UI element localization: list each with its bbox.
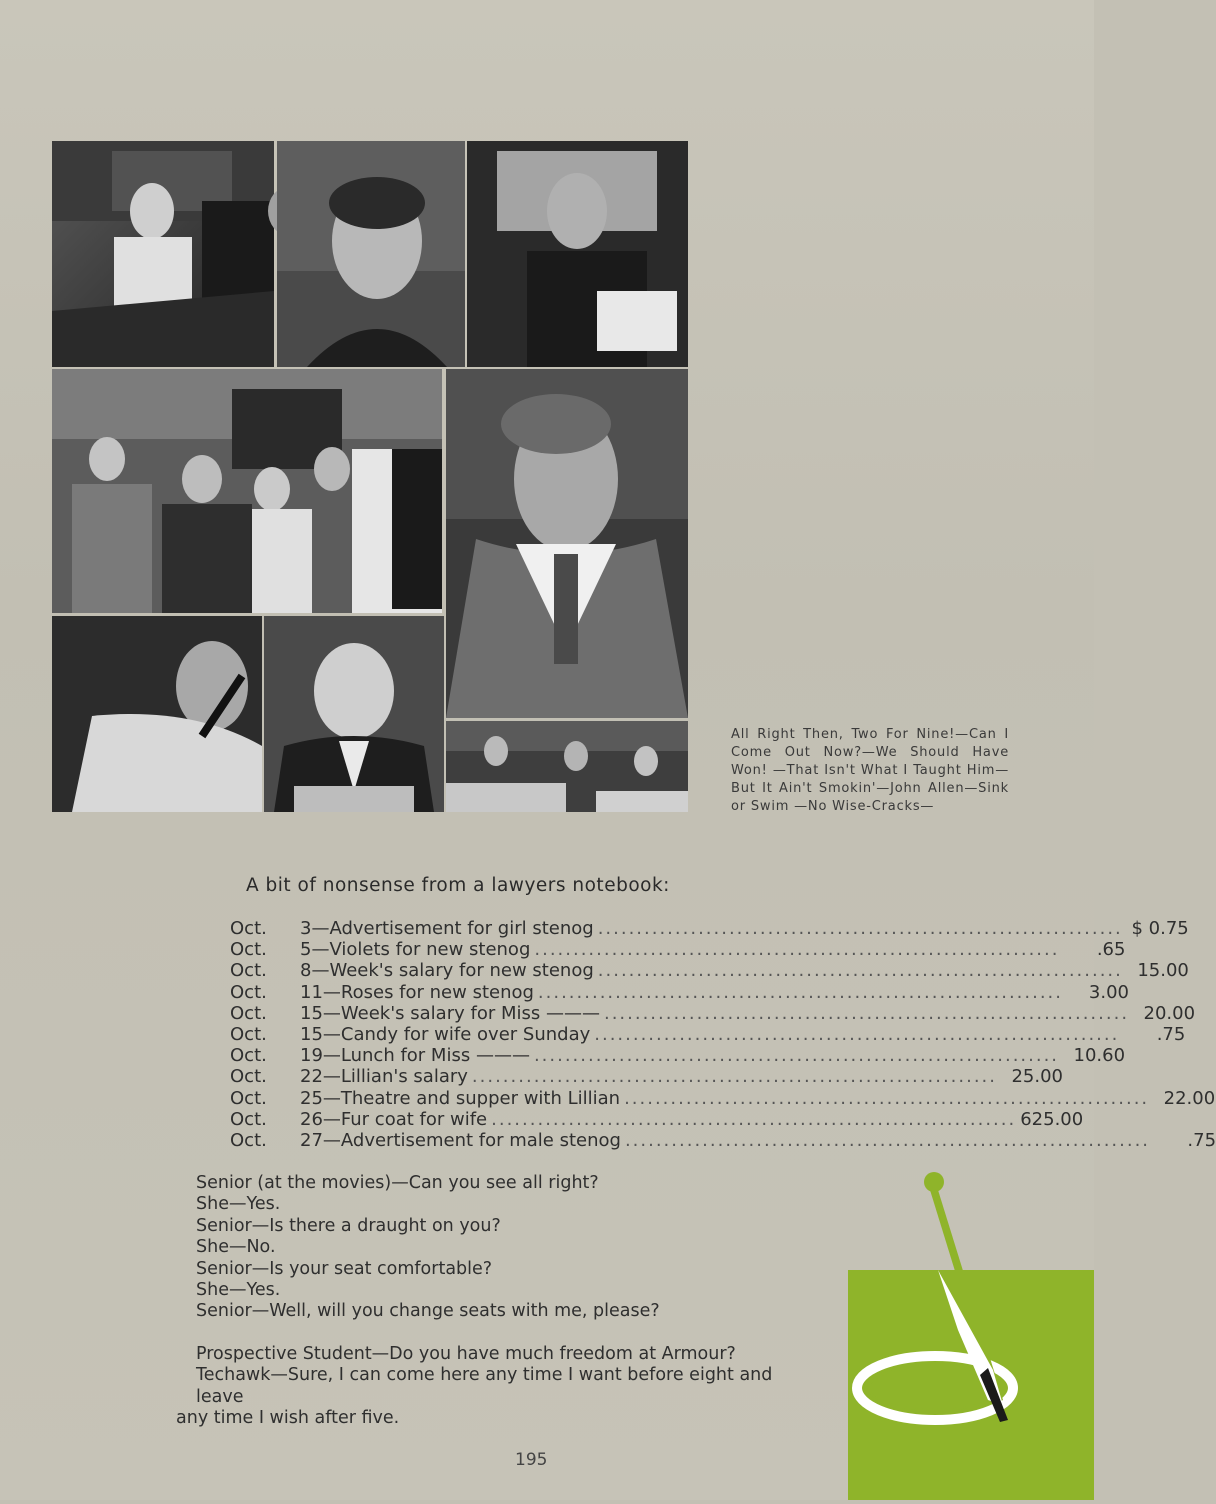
joke-line: She—No. <box>196 1237 276 1258</box>
photo-bald-man-reading <box>264 616 444 812</box>
joke-line: Prospective Student—Do you have much freedom at Armour? <box>196 1343 736 1364</box>
ledger-item: 25—Theatre and supper with Lillian <box>300 1087 621 1109</box>
ledger-row <box>230 960 1189 982</box>
ledger-amount: 15.00 <box>1137 960 1189 982</box>
ledger-leader: .................................................................... <box>597 960 1123 982</box>
ledger-date: Oct. <box>230 1066 267 1088</box>
ledger-item: 15—Candy for wife over Sunday <box>300 1023 591 1045</box>
photo-man-with-pipe <box>446 369 688 718</box>
ledger-amount: 3.00 <box>1088 981 1129 1003</box>
notebook-ledger <box>230 918 1216 1151</box>
photo-older-man-with-pipe <box>52 616 262 812</box>
ledger-leader: .................................................................... <box>624 1129 1151 1151</box>
joke-line: Senior—Is there a draught on you? <box>196 1215 501 1236</box>
joke-line: She—Yes. <box>196 1280 281 1301</box>
joke-line: Techawk—Sure, I can come here any time I want before eight and leave <box>196 1365 773 1407</box>
ledger-leader: .................................................................... <box>491 1108 1017 1130</box>
ledger-row <box>230 1066 1063 1088</box>
photo-man-at-desk-with-rod <box>52 141 274 367</box>
ledger-row <box>230 918 1189 939</box>
ledger-item: 3—Advertisement for girl stenog <box>300 918 594 939</box>
photo-crowd-at-window <box>52 369 442 613</box>
photo-caption: All Right Then, Two For Nine!—Can I Come Out Now?—We Should Have Won! —That Isn't What I Taught Him—But It Ain't Smokin'—John Allen—Sink or Swim —No Wise-Cracks— <box>731 727 1009 814</box>
ledger-row <box>230 1108 1084 1130</box>
ledger-row <box>230 1129 1216 1151</box>
ledger-amount: 25.00 <box>1011 1066 1063 1088</box>
ledger-amount: .75 <box>1156 1023 1186 1045</box>
ledger-amount: 20.00 <box>1143 1002 1196 1024</box>
ledger-date: Oct. <box>230 1087 267 1109</box>
ledger-item: 19—Lunch for Miss ——— <box>300 1045 530 1067</box>
ledger-item: 26—Fur coat for wife <box>300 1108 488 1130</box>
ledger-amount: 625.00 <box>1020 1108 1084 1130</box>
ledger-leader: .................................................................... <box>537 981 1063 1003</box>
jokes-section <box>176 1173 816 1429</box>
ledger-date: Oct. <box>230 939 267 961</box>
ledger-date: Oct. <box>230 981 267 1003</box>
ledger-row <box>230 939 1126 961</box>
photo-man-hand-on-chin <box>467 141 688 367</box>
ledger-leader: .................................................................... <box>597 918 1123 939</box>
notebook-heading: A bit of nonsense from a lawyers notebook: <box>246 875 670 896</box>
joke-line: Senior—Is your seat comfortable? <box>196 1258 493 1279</box>
photo-young-man-portrait <box>277 141 465 367</box>
ledger-leader: .................................................................... <box>603 1002 1130 1024</box>
ledger-amount: .65 <box>1096 939 1126 961</box>
ledger-leader: .................................................................... <box>533 1045 1060 1067</box>
ledger-row <box>230 981 1129 1003</box>
ledger-row <box>230 1023 1186 1045</box>
ledger-amount: .75 <box>1187 1129 1216 1151</box>
ledger-item: 8—Week's salary for new stenog <box>300 960 594 982</box>
joke-line: Senior—Well, will you change seats with me, please? <box>196 1301 660 1322</box>
ledger-date: Oct. <box>230 918 267 939</box>
ledger-item: 15—Week's salary for Miss ——— <box>300 1002 600 1024</box>
compass-drafting-icon <box>848 1170 1094 1500</box>
page-number: 195 <box>515 1450 548 1470</box>
ledger-date: Oct. <box>230 1023 267 1045</box>
ledger-item: 5—Violets for new stenog <box>300 939 531 961</box>
ledger-item: 11—Roses for new stenog <box>300 981 534 1003</box>
ledger-date: Oct. <box>230 960 267 982</box>
joke-line: any time I wish after five. <box>176 1408 400 1429</box>
ledger-date: Oct. <box>230 1129 267 1151</box>
ledger-date: Oct. <box>230 1002 267 1024</box>
ledger-leader: .................................................................... <box>624 1087 1150 1109</box>
ledger-amount: $ 0.75 <box>1131 918 1189 939</box>
ledger-amount: 10.60 <box>1073 1045 1126 1067</box>
ledger-date: Oct. <box>230 1045 267 1067</box>
ledger-date: Oct. <box>230 1108 267 1130</box>
ledger-row <box>230 1087 1216 1109</box>
ledger-leader: .................................................................... <box>594 1023 1120 1045</box>
ledger-row <box>230 1045 1126 1067</box>
ledger-amount: 22.00 <box>1163 1087 1216 1109</box>
spacer <box>196 1323 816 1344</box>
ledger-item: 27—Advertisement for male stenog <box>300 1129 621 1151</box>
ledger-item: 22—Lillian's salary <box>300 1066 468 1088</box>
ledger-leader: .................................................................... <box>471 1066 997 1088</box>
ledger-leader: .................................................................... <box>534 939 1060 961</box>
joke-line: Senior (at the movies)—Can you see all right? <box>196 1173 599 1193</box>
photo-three-men-reading-newspapers <box>446 721 688 812</box>
ledger-row <box>230 1002 1196 1024</box>
joke-line: She—Yes. <box>196 1194 281 1215</box>
